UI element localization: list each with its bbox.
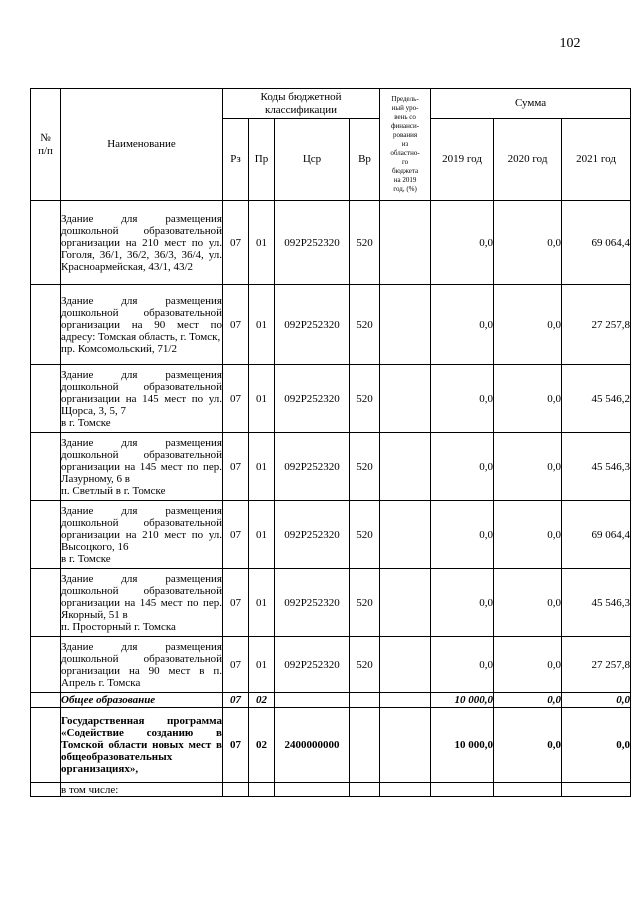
cell-csr: [275, 693, 350, 708]
cell-csr: 092P252320: [275, 285, 350, 365]
cell-name: Здание для размещения дошкольной образовательной организации на 145 мест по пер. Лазурному, 6 в п. Светлый в г. Томске: [61, 433, 223, 501]
cell-y2020: 0,0: [494, 501, 562, 569]
cell-num: [31, 365, 61, 433]
header-rz: Рз: [223, 119, 249, 201]
cell-rz: 07: [223, 365, 249, 433]
cell-y2020: 0,0: [494, 285, 562, 365]
cell-rz: 07: [223, 708, 249, 783]
cell-csr: 092P252320: [275, 433, 350, 501]
header-year-2020: 2020 год: [494, 119, 562, 201]
cell-pct: [380, 433, 431, 501]
cell-csr: 092P252320: [275, 201, 350, 285]
cell-vr: 520: [350, 637, 380, 693]
header-pr: Пр: [249, 119, 275, 201]
cell-y2019: 10 000,0: [431, 708, 494, 783]
cell-pct: [380, 365, 431, 433]
table-row: [31, 708, 631, 783]
header-row-number: № п/п: [31, 89, 61, 201]
cell-y2021: 27 257,8: [562, 285, 631, 365]
table-row: [31, 433, 631, 501]
cell-y2021: [562, 783, 631, 797]
cell-y2019: [431, 783, 494, 797]
cell-num: [31, 501, 61, 569]
cell-num: [31, 637, 61, 693]
cell-name: Здание для размещения дошкольной образовательной организации на 210 мест по ул. Высоцкого, 16 в г. Томске: [61, 501, 223, 569]
cell-pct: [380, 708, 431, 783]
cell-y2019: 0,0: [431, 285, 494, 365]
cell-y2021: 45 546,3: [562, 569, 631, 637]
cell-y2020: 0,0: [494, 433, 562, 501]
cell-rz: 07: [223, 201, 249, 285]
table-row: [31, 201, 631, 285]
cell-vr: [350, 708, 380, 783]
cell-rz: 07: [223, 433, 249, 501]
cell-pct: [380, 501, 431, 569]
cell-name: Здание для размещения дошкольной образовательной организации на 210 мест по ул. Гоголя, 36/1, 36/2, 36/3, 36/4, ул. Красноармейская, 43/1, 43/2: [61, 201, 223, 285]
cell-rz: 07: [223, 501, 249, 569]
header-year-2019: 2019 год: [431, 119, 494, 201]
cell-name: Государственная программа «Содействие созданию в Томской области новых мест в общеобразовательных организациях»,: [61, 708, 223, 783]
cell-name: Общее образование: [61, 693, 223, 708]
table-row: [31, 365, 631, 433]
header-cofinancing-limit: Предель- ный уро- вень со финанси- рования из областно- го бюджета на 2019 год, (%): [380, 89, 431, 201]
cell-vr: 520: [350, 365, 380, 433]
cell-csr: 092P252320: [275, 365, 350, 433]
cell-csr: 092P252320: [275, 569, 350, 637]
cell-rz: 07: [223, 569, 249, 637]
table-body: [31, 201, 631, 797]
cell-y2020: 0,0: [494, 693, 562, 708]
cell-num: [31, 693, 61, 708]
cell-rz: 07: [223, 637, 249, 693]
cell-y2021: 27 257,8: [562, 637, 631, 693]
table-row: [31, 693, 631, 708]
cell-pr: 01: [249, 501, 275, 569]
cell-y2020: [494, 783, 562, 797]
cell-pr: 01: [249, 433, 275, 501]
cell-csr: 092P252320: [275, 637, 350, 693]
budget-table: [30, 88, 631, 797]
cell-vr: 520: [350, 501, 380, 569]
cell-pct: [380, 637, 431, 693]
cell-pr: 01: [249, 365, 275, 433]
header-name: Наименование: [61, 89, 223, 201]
cell-y2020: 0,0: [494, 637, 562, 693]
cell-y2020: 0,0: [494, 365, 562, 433]
cell-rz: 07: [223, 693, 249, 708]
cell-vr: 520: [350, 433, 380, 501]
cell-rz: [223, 783, 249, 797]
header-sum: Сумма: [431, 89, 631, 119]
cell-vr: 520: [350, 569, 380, 637]
cell-name: Здание для размещения дошкольной образовательной организации на 90 мест в п. Апрель г. Томска: [61, 637, 223, 693]
header-vr: Вр: [350, 119, 380, 201]
cell-num: [31, 783, 61, 797]
cell-pr: 01: [249, 569, 275, 637]
table-row: [31, 285, 631, 365]
cell-vr: 520: [350, 201, 380, 285]
cell-y2020: 0,0: [494, 708, 562, 783]
cell-name: в том числе:: [61, 783, 223, 797]
cell-pct: [380, 693, 431, 708]
cell-csr: 2400000000: [275, 708, 350, 783]
cell-name: Здание для размещения дошкольной образовательной организации на 145 мест по пер. Якорный, 51 в п. Просторный г. Томска: [61, 569, 223, 637]
cell-pct: [380, 783, 431, 797]
header-budget-codes: Коды бюджетной классификации: [223, 89, 380, 119]
cell-y2019: 10 000,0: [431, 693, 494, 708]
table-row: [31, 569, 631, 637]
cell-pr: 01: [249, 637, 275, 693]
cell-csr: 092P252320: [275, 501, 350, 569]
cell-y2021: 69 064,4: [562, 201, 631, 285]
cell-rz: 07: [223, 285, 249, 365]
cell-y2019: 0,0: [431, 201, 494, 285]
cell-y2021: 0,0: [562, 693, 631, 708]
cell-pct: [380, 201, 431, 285]
cell-y2021: 69 064,4: [562, 501, 631, 569]
cell-num: [31, 569, 61, 637]
cell-csr: [275, 783, 350, 797]
table-row: [31, 637, 631, 693]
cell-vr: [350, 693, 380, 708]
cell-name: Здание для размещения дошкольной образовательной организации на 90 мест по адресу: Томская область, г. Томск, пр. Комсомольский, 71/2: [61, 285, 223, 365]
cell-y2019: 0,0: [431, 501, 494, 569]
cell-pr: 02: [249, 693, 275, 708]
header-year-2021: 2021 год: [562, 119, 631, 201]
cell-y2020: 0,0: [494, 569, 562, 637]
cell-pct: [380, 285, 431, 365]
cell-y2021: 0,0: [562, 708, 631, 783]
cell-vr: 520: [350, 285, 380, 365]
cell-num: [31, 708, 61, 783]
cell-pr: [249, 783, 275, 797]
table-row: [31, 783, 631, 797]
cell-pr: 02: [249, 708, 275, 783]
page-number: 102: [559, 36, 581, 51]
cell-name: Здание для размещения дошкольной образовательной организации на 145 мест по ул. Щорса, 3, 5, 7 в г. Томске: [61, 365, 223, 433]
cell-y2019: 0,0: [431, 365, 494, 433]
cell-y2021: 45 546,2: [562, 365, 631, 433]
cell-y2019: 0,0: [431, 637, 494, 693]
cell-y2019: 0,0: [431, 569, 494, 637]
cell-pr: 01: [249, 285, 275, 365]
header-csr: Цср: [275, 119, 350, 201]
cell-y2020: 0,0: [494, 201, 562, 285]
cell-pr: 01: [249, 201, 275, 285]
table-row: [31, 501, 631, 569]
cell-y2021: 45 546,3: [562, 433, 631, 501]
cell-vr: [350, 783, 380, 797]
cell-y2019: 0,0: [431, 433, 494, 501]
cell-num: [31, 201, 61, 285]
cell-pct: [380, 569, 431, 637]
cell-num: [31, 285, 61, 365]
cell-num: [31, 433, 61, 501]
